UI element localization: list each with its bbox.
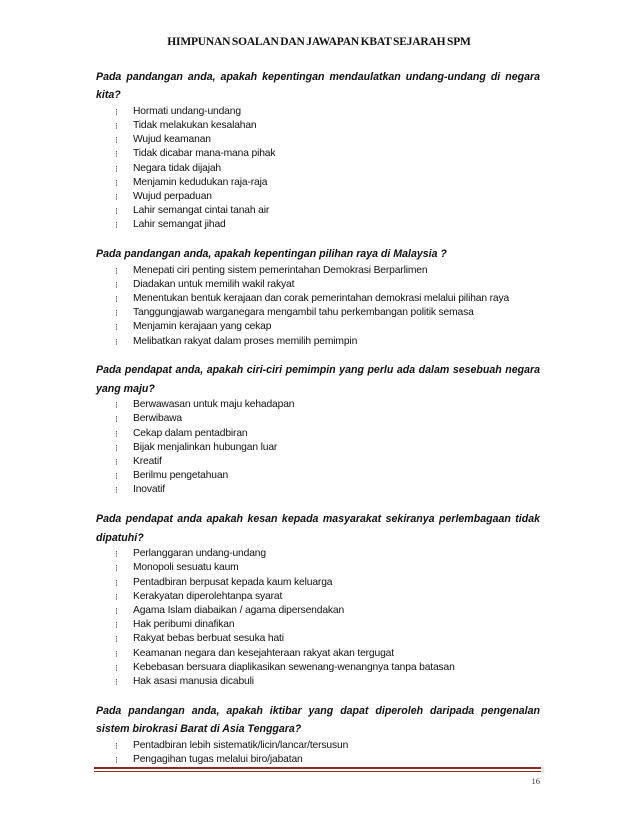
answer-text: Menepati ciri penting sistem pemerintahan Demokrasi Berparlimen (133, 264, 428, 276)
answer-list (96, 264, 540, 349)
list-item (96, 105, 540, 119)
bullet-icon: ⁝ (115, 220, 118, 231)
bullet-icon: ⁝ (115, 135, 118, 146)
list-item (96, 190, 540, 204)
page-header: HIMPUNAN SOALAN DAN JAWAPAN KBAT SEJARAH SPM (167, 36, 471, 48)
answer-text: Wujud perpaduan (133, 191, 212, 203)
list-item (96, 647, 540, 661)
answer-text: Melibatkan rakyat dalam proses memilih pemimpin (133, 335, 358, 347)
answer-text: Berilmu pengetahuan (133, 470, 229, 482)
list-item (96, 335, 540, 349)
answer-text: Lahir semangat cintai tanah air (133, 205, 270, 217)
answer-text: Menjamin kerajaan yang cekap (133, 321, 272, 333)
answer-text: Hak asasi manusia dicabuli (133, 675, 254, 687)
bullet-icon: ⁝ (115, 163, 118, 174)
answer-text: Pentadbiran berpusat kepada kaum keluarga (133, 576, 333, 588)
list-item (96, 455, 540, 469)
bullet-icon: ⁝ (115, 676, 118, 687)
answer-text: Pengagihan tugas melalui biro/jabatan (133, 753, 303, 765)
qa-section (96, 510, 540, 689)
bullet-icon: ⁝ (115, 106, 118, 117)
answer-text: Agama Islam diabaikan / agama dipersendakan (133, 604, 345, 616)
bullet-icon: ⁝ (115, 457, 118, 468)
footer-rule (94, 767, 541, 769)
answer-list (96, 398, 540, 497)
list-item (96, 427, 540, 441)
question-text: Pada pendapat anda apakah kesan kepada masyarakat sekiranya perlembagaan tidak dipatuhi? (96, 513, 540, 544)
list-item (96, 441, 540, 455)
bullet-icon: ⁝ (115, 206, 118, 217)
question-text: Pada pandangan anda, apakah kepentingan mendaulatkan undang-undang di negara kita? (96, 71, 540, 102)
bullet-icon: ⁝ (115, 620, 118, 631)
list-item (96, 604, 540, 618)
bullet-icon: ⁝ (115, 294, 118, 305)
answer-text: Lahir semangat jihad (133, 219, 226, 231)
bullet-icon: ⁝ (115, 308, 118, 319)
answer-text: Hak peribumi dinafikan (133, 619, 235, 631)
bullet-icon: ⁝ (115, 605, 118, 616)
list-item (96, 675, 540, 689)
answer-text: Perlanggaran undang-undang (133, 548, 266, 560)
list-item (96, 618, 540, 632)
list-item (96, 469, 540, 483)
answer-text: Menjamin kedudukan raja-raja (133, 176, 268, 188)
list-item (96, 218, 540, 232)
answer-text: Negara tidak dijajah (133, 162, 222, 174)
list-item (96, 547, 540, 561)
bullet-icon: ⁝ (115, 149, 118, 160)
bullet-icon: ⁝ (115, 265, 118, 276)
question-text: Pada pendapat anda, apakah ciri-ciri pemimpin yang perlu ada dalam sesebuah negara yang maju? (96, 364, 540, 395)
answer-text: Pentadbiran lebih sistematik/licin/lancar/tersusun (133, 739, 349, 751)
answer-list (96, 739, 540, 767)
answer-text: Wujud keamanan (133, 134, 211, 146)
list-item (96, 412, 540, 426)
bullet-icon: ⁝ (115, 662, 118, 673)
page-number: 16 (531, 776, 540, 786)
question-text: Pada pandangan anda, apakah iktibar yang dapat diperoleh daripada pengenalan sistem birokrasi Barat di Asia Tenggara? (96, 704, 540, 736)
qa-section (96, 361, 540, 497)
list-item (96, 320, 540, 334)
list-item (96, 176, 540, 190)
list-item (96, 661, 540, 675)
list-item (96, 204, 540, 218)
qa-section (96, 68, 540, 233)
answer-text: Tanggungjawab warganegara mengambil tahu perkembangan politik semasa (133, 307, 474, 319)
list-item (96, 576, 540, 590)
answer-text: Cekap dalam pentadbiran (133, 427, 248, 439)
bullet-icon: ⁝ (115, 192, 118, 203)
bullet-icon: ⁝ (115, 577, 118, 588)
answer-text: Berwawasan untuk maju kehadapan (133, 399, 295, 411)
bullet-icon: ⁝ (115, 648, 118, 659)
list-item (96, 739, 540, 753)
answer-text: Hormati undang-undang (133, 105, 241, 117)
list-item (96, 398, 540, 412)
list-item (96, 278, 540, 292)
bullet-icon: ⁝ (115, 177, 118, 188)
list-item (96, 119, 540, 133)
answer-text: Tidak dicabar mana-mana pihak (133, 148, 276, 160)
answer-text: Keamanan negara dan kesejahteraan rakyat akan tergugat (133, 647, 394, 659)
list-item (96, 162, 540, 176)
answer-text: Diadakan untuk memilih wakil rakyat (133, 278, 295, 290)
answer-text: Inovatif (133, 484, 165, 496)
bullet-icon: ⁝ (115, 428, 118, 439)
list-item (96, 292, 540, 306)
list-item (96, 753, 540, 767)
bullet-icon: ⁝ (115, 471, 118, 482)
question-text: Pada pandangan anda, apakah kepentingan pilihan raya di Malaysia ? (96, 248, 447, 261)
bullet-icon: ⁝ (115, 442, 118, 453)
bullet-icon: ⁝ (115, 414, 118, 425)
list-item (96, 133, 540, 147)
bullet-icon: ⁝ (115, 279, 118, 290)
bullet-icon: ⁝ (115, 549, 118, 560)
bullet-icon: ⁝ (115, 591, 118, 602)
answer-text: Kreatif (133, 456, 162, 468)
footer-rule-thin (94, 771, 541, 772)
bullet-icon: ⁝ (115, 740, 118, 751)
answer-text: Menentukan bentuk kerajaan dan corak pemerintahan demokrasi melalui pilihan raya (133, 293, 510, 305)
qa-section (96, 702, 540, 767)
list-item (96, 590, 540, 604)
answer-text: Monopoli sesuatu kaum (133, 562, 239, 574)
list-item (96, 561, 540, 575)
list-item (96, 264, 540, 278)
answer-text: Kebebasan bersuara diaplikasikan sewenang-wenangnya tanpa batasan (133, 661, 455, 673)
bullet-icon: ⁝ (115, 754, 118, 765)
answer-list (96, 105, 540, 233)
answer-text: Berwibawa (133, 413, 183, 425)
bullet-icon: ⁝ (115, 563, 118, 574)
document-body (96, 68, 540, 780)
list-item (96, 483, 540, 497)
bullet-icon: ⁝ (115, 634, 118, 645)
list-item (96, 306, 540, 320)
answer-text: Rakyat bebas berbuat sesuka hati (133, 633, 284, 645)
list-item (96, 632, 540, 646)
answer-text: Bijak menjalinkan hubungan luar (133, 441, 278, 453)
qa-section (96, 245, 540, 349)
answer-text: Kerakyatan diperolehtanpa syarat (133, 590, 283, 602)
bullet-icon: ⁝ (115, 322, 118, 333)
bullet-icon: ⁝ (115, 485, 118, 496)
bullet-icon: ⁝ (115, 336, 118, 347)
answer-list (96, 547, 540, 689)
bullet-icon: ⁝ (115, 121, 118, 132)
list-item (96, 147, 540, 161)
answer-text: Tidak melakukan kesalahan (133, 120, 257, 132)
bullet-icon: ⁝ (115, 400, 118, 411)
